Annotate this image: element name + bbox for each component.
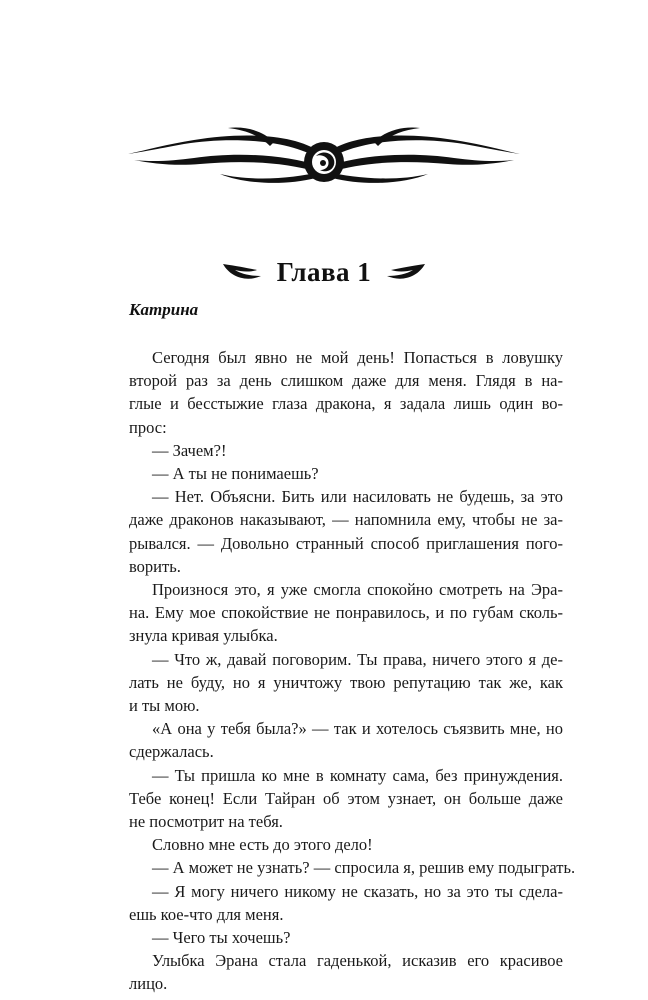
text-line: не посмотрит на тебя. [129,812,283,832]
text-line: — А ты не понимаешь? [152,464,319,484]
paragraph [129,880,563,926]
text-line: знула кривая улыбка. [129,626,278,646]
paragraph [129,717,563,763]
paragraph [129,926,563,949]
text-line: Тебе конец! Если Тайран об этом узнает, он больше даже [129,788,563,808]
text-line: Словно мне есть до этого дело! [152,835,373,855]
text-line: второй раз за день слишком даже для меня. Глядя в на- [129,371,563,391]
text-line: прос: [129,417,167,437]
text-line: на. Ему мое спокойствие не понравилось, и по губам сколь- [129,603,563,623]
paragraph [129,439,563,462]
paragraph [129,764,563,834]
paragraph [129,949,563,995]
text-line: и ты мою. [129,696,200,716]
text-line: — Ты пришла ко мне в комнату сама, без принуждения. [152,765,563,785]
chapter-heading [0,250,648,294]
left-feather-icon [221,260,263,284]
text-line: лать не буду, но я уничтожу твою репутацию так же, как [129,672,563,692]
chapter-body [129,346,576,996]
text-line: — А может не узнать? — спросила я, решив ему подыграть. [152,858,576,878]
paragraph [129,578,563,648]
text-line: — Зачем?! [152,440,227,460]
text-line: Сегодня был явно не мой день! Попасться в ловушку [152,348,563,367]
text-line: лицо. [129,974,168,994]
text-line: ворить. [129,556,181,576]
paragraph [129,833,563,856]
text-line: ешь кое-что для меня. [129,904,284,924]
text-line: «А она у тебя была?» — так и хотелось съязвить мне, но [152,719,563,739]
text-line: — Я могу ничего никому не сказать, но за это ты сделa- [152,881,563,901]
text-line: Произнося это, я уже смогла спокойно смотреть на Эра- [152,580,563,600]
text-line: — Чего ты хочешь? [152,928,291,948]
pov-character-name: Катрина [129,300,199,319]
flourish-ornament-icon [124,122,524,194]
text-line: сдержалась. [129,742,214,762]
text-line: — Нет. Объясни. Бить или насиловать не будешь, за это [152,487,563,507]
text-line: даже драконов наказывают, — напомнила ему, чтобы не за- [129,510,563,530]
text-line: глые и бесстыжие глаза дракона, я задала лишь один во- [129,394,563,414]
paragraph [129,462,563,485]
text-line: Улыбка Эрана стала гаденькой, исказив его красивое [152,951,563,971]
paragraph [129,856,576,879]
text-line: рывался. — Довольно странный способ приглашения пого- [129,533,563,553]
text-line: — Что ж, давай поговорим. Ты права, ничего этого я де- [152,649,563,669]
paragraph [129,346,563,439]
paragraph [129,485,563,578]
right-feather-icon [385,260,427,284]
paragraph [129,648,563,718]
chapter-title: Глава 1 [276,256,372,287]
